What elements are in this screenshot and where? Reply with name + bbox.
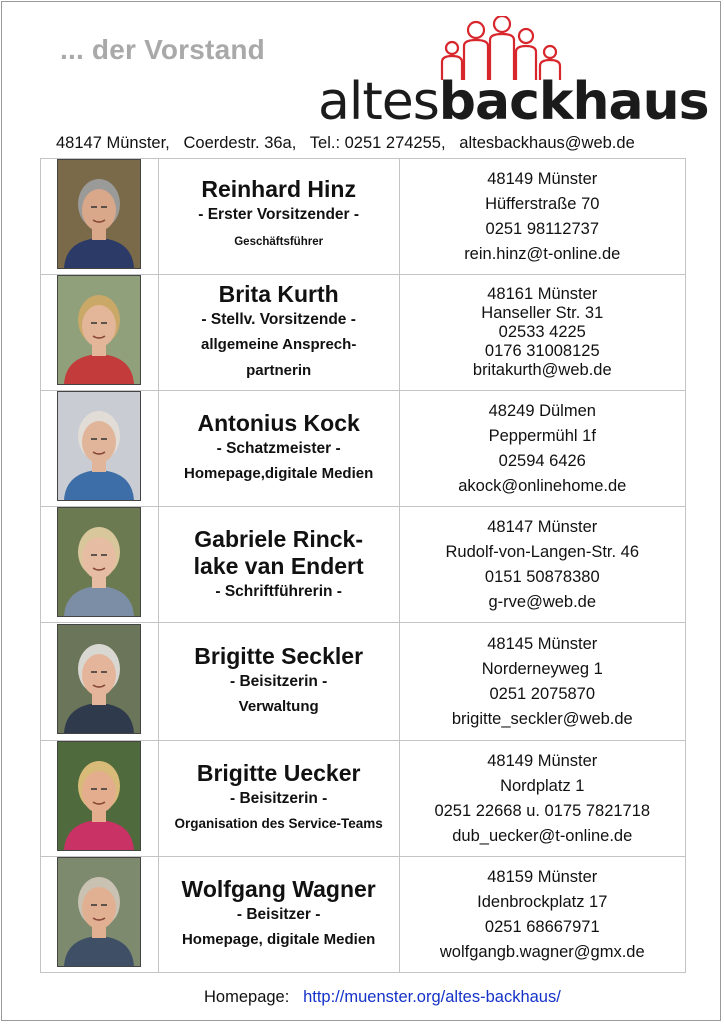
member-name: Brigitte Uecker: [196, 760, 361, 786]
member-photo-cell: [41, 857, 159, 973]
member-photo-cell: [41, 391, 159, 507]
member-email[interactable]: britakurth@web.de: [472, 361, 612, 379]
member-contact-line: Norderneyweg 1: [481, 659, 603, 678]
logo-word-backhaus: backhaus: [438, 72, 709, 132]
member-photo: [57, 741, 141, 851]
member-duty: Geschäftsführer: [234, 236, 324, 248]
member-row: [41, 159, 686, 275]
member-contact-line: 48145 Münster: [487, 634, 598, 653]
member-row: [41, 741, 686, 857]
member-photo-cell: [41, 623, 159, 741]
page-title: ... der Vorstand: [60, 34, 265, 65]
member-photo: [57, 275, 141, 385]
member-contact-line: Peppermühl 1f: [488, 426, 596, 445]
member-role: - Erster Vorsitzender -: [198, 206, 360, 223]
member-contact-line: Idenbrockplatz 17: [477, 892, 608, 911]
member-role: - Beisitzer -: [236, 906, 321, 923]
member-photo: [57, 857, 141, 967]
homepage-link[interactable]: http://muenster.org/altes-backhaus/: [303, 988, 561, 1006]
member-contact-line: 48249 Dülmen: [488, 401, 596, 420]
member-photo-cell: [41, 741, 159, 857]
member-email[interactable]: akock@onlinehome.de: [458, 476, 627, 495]
member-photo-cell: [41, 507, 159, 623]
member-name: Wolfgang Wagner: [181, 876, 376, 902]
member-contact-line: 0251 98112737: [485, 219, 600, 238]
logo-wordmark: [318, 74, 709, 130]
member-contact-line: Hanseller Str. 31: [481, 304, 604, 322]
member-contact-cell: [399, 507, 685, 623]
member-photo: [57, 624, 141, 734]
member-name: Brita Kurth: [218, 281, 339, 307]
member-contact-line: 0251 68667971: [484, 917, 600, 936]
member-contact-line: 02533 4225: [498, 323, 586, 341]
member-role: - Schatzmeister -: [216, 440, 341, 457]
member-email[interactable]: rein.hinz@t-online.de: [464, 244, 621, 263]
member-name: Antonius Kock: [197, 410, 360, 436]
member-contact-line: 48147 Münster: [487, 517, 598, 536]
member-contact-cell: [399, 159, 685, 275]
member-duty: partnerin: [246, 362, 312, 379]
member-photo: [57, 391, 141, 501]
member-duty: Verwaltung: [238, 698, 319, 715]
member-contact-line: 48149 Münster: [487, 751, 598, 770]
member-row: [41, 857, 686, 973]
member-row: [41, 623, 686, 741]
member-duty: Homepage,digitale Medien: [184, 465, 374, 482]
member-contact-line: 48159 Münster: [487, 867, 598, 886]
member-contact-line: 0151 50878380: [484, 567, 600, 586]
member-contact-cell: [399, 857, 685, 973]
member-contact-line: 0251 22668 u. 0175 7821718: [434, 801, 651, 820]
member-contact-line: 0176 31008125: [484, 342, 600, 360]
member-row: [41, 275, 686, 391]
member-role: - Beisitzerin -: [229, 673, 328, 690]
member-name: Gabriele Rinck-: [194, 525, 364, 552]
member-row: [41, 507, 686, 623]
member-contact-line: Hüfferstraße 70: [485, 194, 600, 213]
member-name: lake van Endert: [193, 552, 364, 579]
member-contact-line: 48149 Münster: [487, 169, 598, 188]
member-photo: [57, 159, 141, 269]
member-contact-line: 0251 2075870: [489, 684, 596, 703]
member-contact-cell: [399, 623, 685, 741]
member-role: - Beisitzerin -: [229, 790, 328, 807]
member-email[interactable]: wolfgangb.wagner@gmx.de: [439, 942, 645, 961]
member-name-cell: [158, 741, 399, 857]
member-duty: Organisation des Service-Teams: [174, 816, 383, 831]
member-name-cell: [158, 391, 399, 507]
member-contact-cell: [399, 391, 685, 507]
member-contact-line: 02594 6426: [498, 451, 586, 470]
member-contact-line: Nordplatz 1: [500, 776, 585, 795]
member-name-cell: [158, 507, 399, 623]
member-name: Reinhard Hinz: [201, 176, 356, 202]
member-email[interactable]: brigitte_seckler@web.de: [451, 709, 633, 728]
member-email[interactable]: g-rve@web.de: [488, 592, 597, 611]
member-role: - Schriftführerin -: [215, 582, 342, 600]
footer-label: Homepage:: [204, 988, 290, 1006]
member-contact-line: 48161 Münster: [487, 285, 598, 303]
member-photo-cell: [41, 275, 159, 391]
member-photo: [57, 507, 141, 617]
member-name-cell: [158, 857, 399, 973]
footer: [204, 988, 561, 1007]
member-row: [41, 391, 686, 507]
club-address: 48147 Münster, Coerdestr. 36a, Tel.: 0251 274255, altesbackhaus@web.de: [56, 134, 635, 152]
member-duty: Homepage, digitale Medien: [181, 931, 376, 948]
member-name-cell: [158, 159, 399, 275]
member-email[interactable]: dub_uecker@t-online.de: [452, 826, 633, 845]
member-role: - Stellv. Vorsitzende -: [201, 311, 356, 328]
board-members-table: [40, 158, 686, 973]
member-contact-line: Rudolf-von-Langen-Str. 46: [445, 542, 640, 561]
member-name-cell: [158, 275, 399, 391]
member-contact-cell: [399, 275, 685, 391]
member-name: Brigitte Seckler: [194, 643, 364, 669]
member-name-cell: [158, 623, 399, 741]
logo-word-altes: altes: [318, 72, 439, 132]
member-contact-cell: [399, 741, 685, 857]
member-photo-cell: [41, 159, 159, 275]
member-duty: allgemeine Ansprech-: [200, 336, 357, 353]
